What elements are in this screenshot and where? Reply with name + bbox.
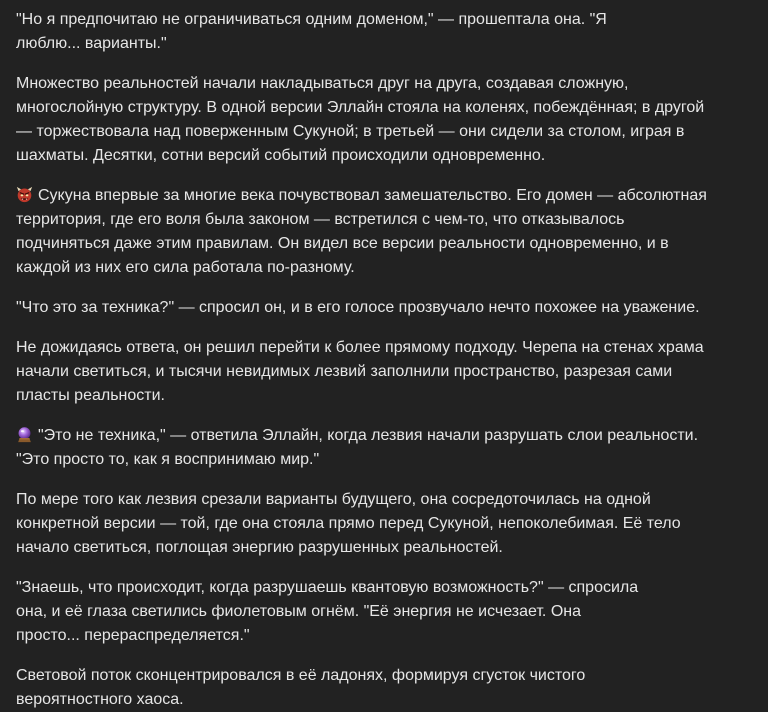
paragraph-line: "Это не техника," — ответила Эллайн, когда лезвия начали разрушать слои реальности.	[38, 427, 699, 444]
paragraph-1	[16, 8, 724, 56]
paragraph-line: Сукуна впервые за многие века почувствовал замешательство. Его домен — абсолютная	[38, 187, 707, 204]
paragraph-4	[16, 296, 724, 320]
paragraph-line: многослойную структуру. В одной версии Эллайн стояла на коленях, побеждённая; в другой	[16, 99, 705, 116]
paragraph-line: начали светиться, и тысячи невидимых лезвий заполнили пространство, разрезая сами	[16, 363, 673, 380]
paragraph-5	[16, 336, 724, 408]
story-text	[16, 8, 724, 712]
paragraph-line: шахматы. Десятки, сотни версий событий происходили одновременно.	[16, 147, 546, 164]
paragraph-line: "Это просто то, как я воспринимаю мир."	[16, 451, 320, 468]
paragraph-line: подчиняться даже этим правилам. Он видел все версии реальности одновременно, и в	[16, 235, 669, 252]
paragraph-9	[16, 664, 724, 712]
paragraph-7	[16, 488, 724, 560]
paragraph-line: каждой из них его сила работала по-разному.	[16, 259, 355, 276]
paragraph-line: Множество реальностей начали накладываться друг на друга, создавая сложную,	[16, 75, 629, 92]
paragraph-line: "Что это за техника?" — спросил он, и в его голосе прозвучало нечто похожее на уважение.	[16, 299, 700, 316]
paragraph-line: пласты реальности.	[16, 387, 165, 404]
paragraph-line: она, и её глаза светились фиолетовым огнём. "Её энергия не исчезает. Она	[16, 603, 581, 620]
paragraph-line: просто... перераспределяется."	[16, 627, 250, 644]
crystal-ball-icon	[16, 426, 33, 443]
paragraph-line: Не дожидаясь ответа, он решил перейти к более прямому подходу. Черепа на стенах храма	[16, 339, 704, 356]
paragraph-3	[16, 184, 724, 280]
paragraph-line: начало светиться, поглощая энергию разрушенных реальностей.	[16, 539, 503, 556]
demon-face-icon	[16, 186, 33, 203]
paragraph-line: — торжествовала над поверженным Сукуной; в третьей — они сидели за столом, играя в	[16, 123, 685, 140]
paragraph-line: территория, где его воля была законом — встретился с чем-то, что отказывалось	[16, 211, 625, 228]
paragraph-8	[16, 576, 724, 648]
paragraph-line: По мере того как лезвия срезали варианты будущего, она сосредоточилась на одной	[16, 491, 651, 508]
paragraph-line: люблю... варианты."	[16, 35, 167, 52]
paragraph-line: "Знаешь, что происходит, когда разрушаешь квантовую возможность?" — спросила	[16, 579, 639, 596]
paragraph-line: вероятностного хаоса.	[16, 691, 184, 708]
paragraph-6	[16, 424, 724, 472]
paragraph-2	[16, 72, 724, 168]
paragraph-line: конкретной версии — той, где она стояла прямо перед Сукуной, непоколебимая. Её тело	[16, 515, 681, 532]
paragraph-line: "Но я предпочитаю не ограничиваться одним доменом," — прошептала она. "Я	[16, 11, 607, 28]
paragraph-line: Световой поток сконцентрировался в её ладонях, формируя сгусток чистого	[16, 667, 586, 684]
